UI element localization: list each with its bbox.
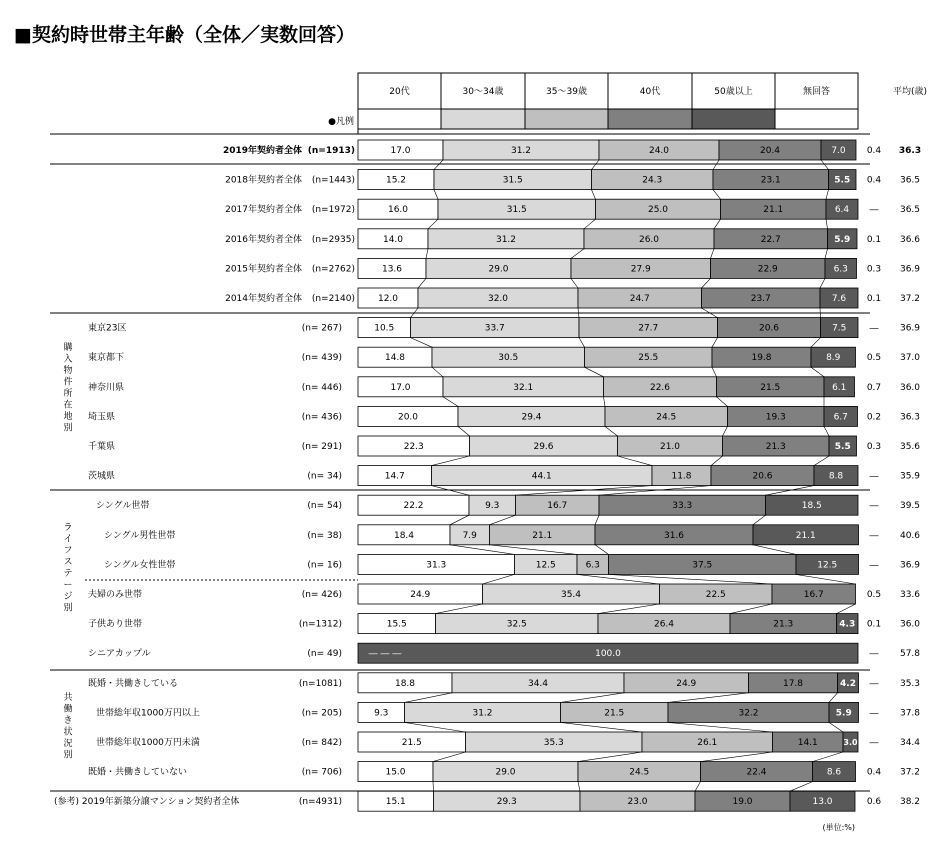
connector-line	[604, 397, 606, 407]
bar-value-label: 7.0	[831, 146, 846, 156]
bar-value-label: 23.0	[627, 797, 648, 808]
bar-value-label: 12.5	[817, 560, 838, 571]
row-n: (n= 16)	[307, 560, 342, 571]
bar-value-label: 17.0	[390, 382, 411, 393]
bar-value-label: 18.8	[394, 678, 416, 689]
connector-line	[571, 278, 578, 288]
bar-value-label: 24.5	[656, 412, 677, 423]
bar-value-label: 29.6	[533, 442, 554, 452]
row-n: (n=2140)	[311, 294, 355, 304]
bar-value-label: 3.0	[843, 738, 858, 747]
average-value: 34.4	[899, 738, 921, 748]
row-label: 2016年契約者全体	[225, 234, 302, 245]
legend-label-2: 35～39歳	[546, 87, 587, 97]
bar-value-label: 21.3	[773, 619, 794, 630]
row-n: (n=1443)	[311, 175, 355, 186]
row-label: 2015年契約者全体	[225, 264, 302, 275]
bar-value-label: 14.8	[384, 353, 406, 364]
row-n: (n= 38)	[307, 530, 342, 541]
bar-value-label: 19.0	[732, 797, 753, 808]
connector-line	[790, 782, 813, 792]
row-n: (n= 291)	[301, 442, 342, 452]
row-n: (n=1913)	[307, 146, 355, 156]
no-answer-value: 0.6	[866, 797, 882, 808]
connector-line	[418, 278, 426, 288]
row-label: 東京23区	[88, 323, 127, 334]
bar-value-label: 7.6	[831, 294, 847, 304]
bar-value-label: 26.4	[653, 619, 675, 630]
bar-value-label: 31.3	[426, 560, 447, 571]
bar-value-label: 10.5	[374, 323, 395, 334]
bar-value-label: 24.0	[648, 146, 670, 156]
connector-line	[826, 219, 828, 229]
connector-line	[825, 249, 828, 259]
bar-value-label: 18.4	[393, 530, 415, 541]
bar-value-label: 5.9	[834, 234, 851, 245]
no-answer-value: 0.5	[866, 353, 882, 364]
connector-line	[411, 338, 433, 348]
bar-value-label: 31.5	[502, 175, 523, 186]
connector-line	[595, 545, 609, 555]
row-n: (n= 54)	[307, 501, 342, 512]
bar-value-label: 33.3	[672, 501, 693, 512]
connector-line	[717, 397, 728, 407]
bar-value-label: 29.3	[496, 797, 517, 808]
bar-value-label: 32.2	[738, 708, 759, 719]
bar-value-label: 44.1	[531, 471, 552, 482]
bar-value-label: 11.8	[671, 471, 692, 482]
row-label: 茨城県	[88, 471, 116, 482]
connector-line	[405, 693, 453, 703]
row-label: 東京都下	[88, 353, 125, 364]
bar-value-label: 25.0	[647, 205, 669, 216]
bar-value-label: 29.0	[495, 767, 516, 778]
bar-value-label: 5.9	[835, 708, 852, 719]
row-n: (n= 34)	[307, 471, 342, 482]
bar-value-label: 27.7	[638, 323, 659, 334]
bar-value-label: 12.5	[535, 560, 556, 571]
row-n: (n= 706)	[301, 767, 342, 778]
connector-line	[713, 190, 721, 200]
no-answer-value: 0.1	[866, 619, 882, 630]
bar-value-label: 31.2	[510, 146, 532, 156]
row-n: (n=4931)	[298, 797, 342, 808]
connector-line	[561, 722, 643, 732]
connector-line	[609, 574, 773, 584]
bar-value-label: 100.0	[595, 649, 621, 660]
no-answer-value: 0.5	[866, 590, 882, 600]
connector-line	[592, 190, 596, 200]
row-label: 既婚・共働きしている	[88, 678, 179, 689]
bar-value-label: 13.6	[381, 264, 403, 275]
bar-value-label: 21.1	[795, 530, 816, 541]
bar-value-label: 24.7	[629, 294, 650, 304]
average-value: 40.6	[899, 530, 921, 541]
bar-value-label: 33.7	[484, 323, 505, 334]
bar-value-label: 6.4	[834, 205, 850, 216]
connector-line	[618, 456, 653, 466]
connector-line	[837, 604, 856, 614]
connector-line	[821, 160, 829, 170]
bar-value-label: 26.0	[638, 234, 660, 245]
bar-value-label: 22.6	[649, 382, 671, 393]
row-n: (n=1972)	[311, 205, 355, 216]
bar-value-label: 35.4	[560, 590, 582, 600]
bar-value-label: 9.3	[374, 708, 389, 719]
bar-value-label: 9.3	[485, 501, 500, 512]
page-title: ■契約時世帯主年齢（全体／実数回答）	[14, 24, 355, 46]
row-n: (n= 446)	[301, 382, 342, 393]
bar-value-label: 29.0	[488, 264, 509, 275]
average-value: 37.8	[899, 708, 921, 719]
bar-value-label: 32.5	[506, 619, 527, 630]
row-label: 2014年契約者全体	[225, 294, 302, 304]
bar-value-label: 15.5	[386, 619, 407, 630]
bar-value-label: 20.6	[752, 471, 773, 482]
bar-value-label: 20.0	[397, 412, 419, 423]
bar-value-label: 6.7	[833, 412, 848, 423]
connector-line	[829, 693, 838, 703]
bar-value-label: 21.1	[532, 530, 553, 541]
average-value: 37.0	[899, 353, 921, 364]
bar-value-label: 21.1	[763, 205, 784, 216]
connector-line	[443, 397, 458, 407]
bar-value-label: 14.0	[382, 234, 404, 245]
bar-value-label: 15.1	[385, 797, 406, 808]
row-label: 世帯総年収1000万円未満	[96, 738, 200, 748]
average-value: 36.5	[899, 175, 921, 186]
row-label: 埼玉県	[88, 412, 116, 423]
no-answer-value: ―	[869, 738, 879, 748]
connector-line	[829, 722, 843, 732]
average-header: 平均(歳)	[892, 87, 928, 97]
connector-line	[711, 249, 715, 259]
connector-line	[433, 782, 434, 792]
connector-line	[405, 722, 466, 732]
bar-value-label: 15.0	[385, 767, 406, 778]
connector-line	[428, 219, 438, 229]
average-value: 36.3	[898, 146, 922, 156]
bar-value-label: 23.7	[750, 294, 771, 304]
connector-line	[811, 367, 824, 377]
connector-line	[434, 190, 438, 200]
row-n: (n=2762)	[311, 264, 355, 275]
bar-value-label: 21.5	[760, 382, 781, 393]
connector-line	[701, 752, 773, 762]
bar-value-label: 31.2	[495, 234, 517, 245]
no-answer-value: ―	[869, 530, 879, 541]
bar-value-label: 24.3	[642, 175, 663, 186]
row-n: (n=2935)	[311, 234, 355, 245]
row-n: (n= 439)	[301, 353, 342, 364]
bar-value-label: 31.2	[472, 708, 493, 719]
connector-line	[702, 278, 711, 288]
bar-value-label: 8.8	[828, 471, 844, 482]
connector-line	[578, 782, 580, 792]
bar-value-label: 31.6	[663, 530, 685, 541]
bar-value-label: 19.3	[765, 412, 786, 423]
legend-label-1: 30～34歳	[462, 87, 504, 97]
connector-line	[584, 219, 596, 229]
no-answer-value: 0.1	[866, 234, 882, 245]
row-label: 2017年契約者全体	[225, 205, 302, 216]
no-answer-value: 0.3	[866, 264, 882, 275]
connector-line	[723, 426, 728, 436]
legend-swatch-4	[692, 109, 775, 129]
bar-value-label: 14.1	[797, 738, 818, 748]
average-value: 35.6	[899, 442, 921, 452]
connector-line	[730, 604, 772, 614]
connector-line	[458, 426, 470, 436]
legend-swatch-5	[775, 109, 858, 129]
unit-note: (単位:%)	[822, 823, 855, 832]
bar-value-label: 6.3	[585, 560, 600, 571]
bar-value-label: 22.3	[403, 442, 424, 452]
group-label-3: ライフステージ別	[63, 523, 73, 614]
connector-line	[712, 367, 717, 377]
bar-value-label: 16.0	[387, 205, 409, 216]
average-value: 36.5	[899, 205, 921, 216]
connector-line	[826, 190, 829, 200]
connector-line	[585, 367, 604, 377]
connector-line	[561, 693, 625, 703]
bar-value-label: 13.0	[812, 797, 833, 808]
bar-value-label: 23.1	[760, 175, 781, 186]
no-answer-value: 0.3	[866, 442, 882, 452]
connector-line	[592, 160, 600, 170]
row-label: 神奈川県	[88, 382, 125, 393]
group-label-2: 購入物件所在地別	[63, 343, 73, 434]
row-label: 既婚・共働きしていない	[88, 767, 188, 778]
legend-marker: ●凡例	[328, 117, 354, 127]
row-label: 夫婦のみ世帯	[88, 590, 143, 600]
bar-value-label: 6.3	[833, 264, 848, 275]
bar-value-label: 24.5	[629, 767, 650, 778]
bar-value-label: 21.5	[401, 738, 422, 748]
legend-label-4: 50歳以上	[714, 87, 753, 97]
average-value: 35.3	[899, 678, 921, 689]
bar-value-label: 16.7	[547, 501, 568, 512]
connector-line	[577, 574, 660, 584]
connector-line	[813, 752, 844, 762]
bar-value-label: 15.2	[385, 175, 407, 186]
connector-line	[713, 160, 719, 170]
average-value: 36.6	[899, 234, 921, 245]
connector-line	[605, 426, 618, 436]
no-answer-value: ―	[869, 678, 879, 689]
bar-value-label: 35.3	[543, 738, 564, 748]
average-value: 38.2	[899, 797, 921, 808]
no-answer-value: 0.2	[866, 412, 882, 423]
connector-line	[436, 604, 483, 614]
no-answer-value: ―	[869, 560, 879, 571]
connector-line	[796, 574, 856, 584]
connector-line	[579, 338, 585, 348]
legend-swatch-0	[358, 109, 441, 129]
connector-line	[595, 515, 599, 525]
legend-swatch-2	[525, 109, 608, 129]
bar-value-label: 34.4	[527, 678, 549, 689]
bar-value-label: 26.1	[697, 738, 718, 748]
average-value: 37.2	[899, 767, 921, 778]
connector-line	[490, 545, 578, 555]
row-label: シングル女性世帯	[104, 560, 176, 571]
connector-line	[450, 515, 469, 525]
average-value: 36.0	[899, 382, 921, 393]
average-value: 33.6	[899, 590, 921, 600]
bar-value-label: 37.5	[692, 560, 713, 571]
connector-line	[483, 574, 515, 584]
bar-value-label: 29.4	[521, 412, 542, 423]
row-n: (n=1081)	[298, 678, 342, 689]
bar-value-label: 7.5	[832, 323, 847, 334]
no-answer-value: ―	[869, 205, 879, 216]
average-value: 35.9	[899, 471, 921, 482]
row-n: (n= 49)	[307, 649, 342, 660]
connector-line	[433, 752, 466, 762]
no-answer-value: 0.4	[866, 767, 882, 778]
bar-value-label: 21.3	[765, 442, 786, 452]
average-value: 36.0	[899, 619, 921, 630]
connector-line	[753, 545, 796, 555]
bar-value-label: 30.5	[498, 353, 519, 364]
row-label: 2019年契約者全体	[222, 146, 302, 156]
average-value: 36.9	[899, 323, 921, 334]
connector-line	[426, 249, 428, 259]
row-label: シングル男性世帯	[104, 530, 176, 541]
row-label: 2018年契約者全体	[225, 175, 302, 186]
bar-value-label: 22.5	[705, 590, 726, 600]
legend-swatch-1	[441, 109, 525, 129]
no-answer-value: 0.4	[866, 175, 882, 186]
bar-value-label: 31.5	[506, 205, 527, 216]
average-value: 36.9	[899, 264, 921, 275]
average-value: 37.2	[899, 294, 921, 304]
row-n: (n= 426)	[301, 590, 342, 600]
row-n: (n= 205)	[301, 708, 342, 719]
bar-value-label: 32.0	[487, 294, 509, 304]
no-answer-value: 0.4	[866, 146, 882, 156]
bar-value-label: 16.7	[803, 590, 824, 600]
bar-value-label: 5.5	[834, 442, 851, 452]
legend-label-0: 20代	[389, 87, 410, 97]
bar-value-label: 24.9	[410, 590, 431, 600]
bar-dash-label: ― ― ―	[368, 649, 402, 660]
connector-line	[753, 515, 766, 525]
bar-value-label: 4.2	[840, 678, 856, 689]
average-value: 39.5	[899, 501, 921, 512]
row-n: (n=1312)	[298, 619, 342, 630]
bar-value-label: 22.2	[403, 501, 424, 512]
bar-value-label: 32.1	[513, 382, 534, 393]
no-answer-value: 0.7	[866, 382, 882, 393]
bar-value-label: 8.9	[826, 353, 841, 364]
bar-value-label: 4.3	[839, 619, 856, 630]
no-answer-value: ―	[869, 471, 879, 482]
bar-value-label: 5.5	[834, 175, 851, 186]
bar-value-label: 22.9	[757, 264, 778, 275]
bar-value-label: 22.7	[760, 234, 781, 245]
row-label: (参考) 2019年新築分譲マンション契約者全体	[54, 797, 240, 808]
row-n: (n= 842)	[301, 738, 342, 748]
connector-line	[668, 693, 749, 703]
no-answer-value: ―	[869, 323, 879, 334]
bar-value-label: 19.8	[751, 353, 772, 364]
row-label: シニアカップル	[88, 649, 151, 660]
bar-value-label: 6.1	[832, 382, 847, 393]
bar-value-label: 25.5	[638, 353, 659, 364]
row-label: 世帯総年収1000万円以上	[96, 708, 200, 719]
bar-value-label: 21.0	[659, 442, 681, 452]
no-answer-value: ―	[869, 708, 879, 719]
bar-value-label: 7.9	[462, 530, 477, 541]
no-answer-value: ―	[869, 501, 879, 512]
legend-swatch-3	[608, 109, 692, 129]
bar-value-label: 21.5	[604, 708, 625, 719]
group-label-4: 共働き状況別	[63, 693, 73, 761]
connector-line	[824, 426, 829, 436]
row-label: 子供あり世帯	[88, 619, 143, 630]
connector-line	[571, 249, 584, 259]
bar-value-label: 8.6	[826, 767, 842, 778]
connector-line	[598, 604, 660, 614]
bar-value-label: 12.0	[377, 294, 399, 304]
row-n: (n= 436)	[301, 412, 342, 423]
average-value: 36.9	[899, 560, 921, 571]
bar-value-label: 24.9	[676, 678, 697, 689]
connector-line	[578, 752, 642, 762]
connector-line	[714, 219, 721, 229]
connector-line	[820, 308, 821, 318]
legend-label-5: 無回答	[802, 87, 831, 97]
connector-line	[820, 278, 825, 288]
row-label: シングル世帯	[96, 501, 150, 512]
bar-value-label: 17.0	[390, 146, 411, 156]
bar-value-label: 20.6	[758, 323, 780, 334]
bar-value-label: 14.7	[384, 471, 405, 482]
no-answer-value: ―	[869, 649, 879, 660]
connector-line	[432, 456, 470, 466]
row-n: (n= 267)	[301, 323, 342, 334]
connector-line	[668, 722, 773, 732]
connector-line	[695, 782, 701, 792]
connector-line	[432, 367, 443, 377]
connector-line	[811, 338, 821, 348]
connector-line	[814, 456, 829, 466]
no-answer-value: 0.1	[866, 294, 882, 304]
connector-line	[434, 160, 443, 170]
legend-label-3: 40代	[639, 87, 661, 97]
bar-value-label: 20.4	[759, 146, 781, 156]
bar-value-label: 17.8	[782, 678, 804, 689]
connector-line	[712, 338, 718, 348]
bar-value-label: 18.5	[801, 501, 822, 512]
connector-line	[490, 515, 516, 525]
average-value: 57.8	[899, 649, 921, 660]
row-label: 千葉県	[88, 442, 116, 452]
average-value: 36.3	[899, 412, 921, 423]
connector-line	[711, 456, 723, 466]
bar-value-label: 27.9	[630, 264, 651, 275]
bar-value-label: 22.4	[746, 767, 767, 778]
